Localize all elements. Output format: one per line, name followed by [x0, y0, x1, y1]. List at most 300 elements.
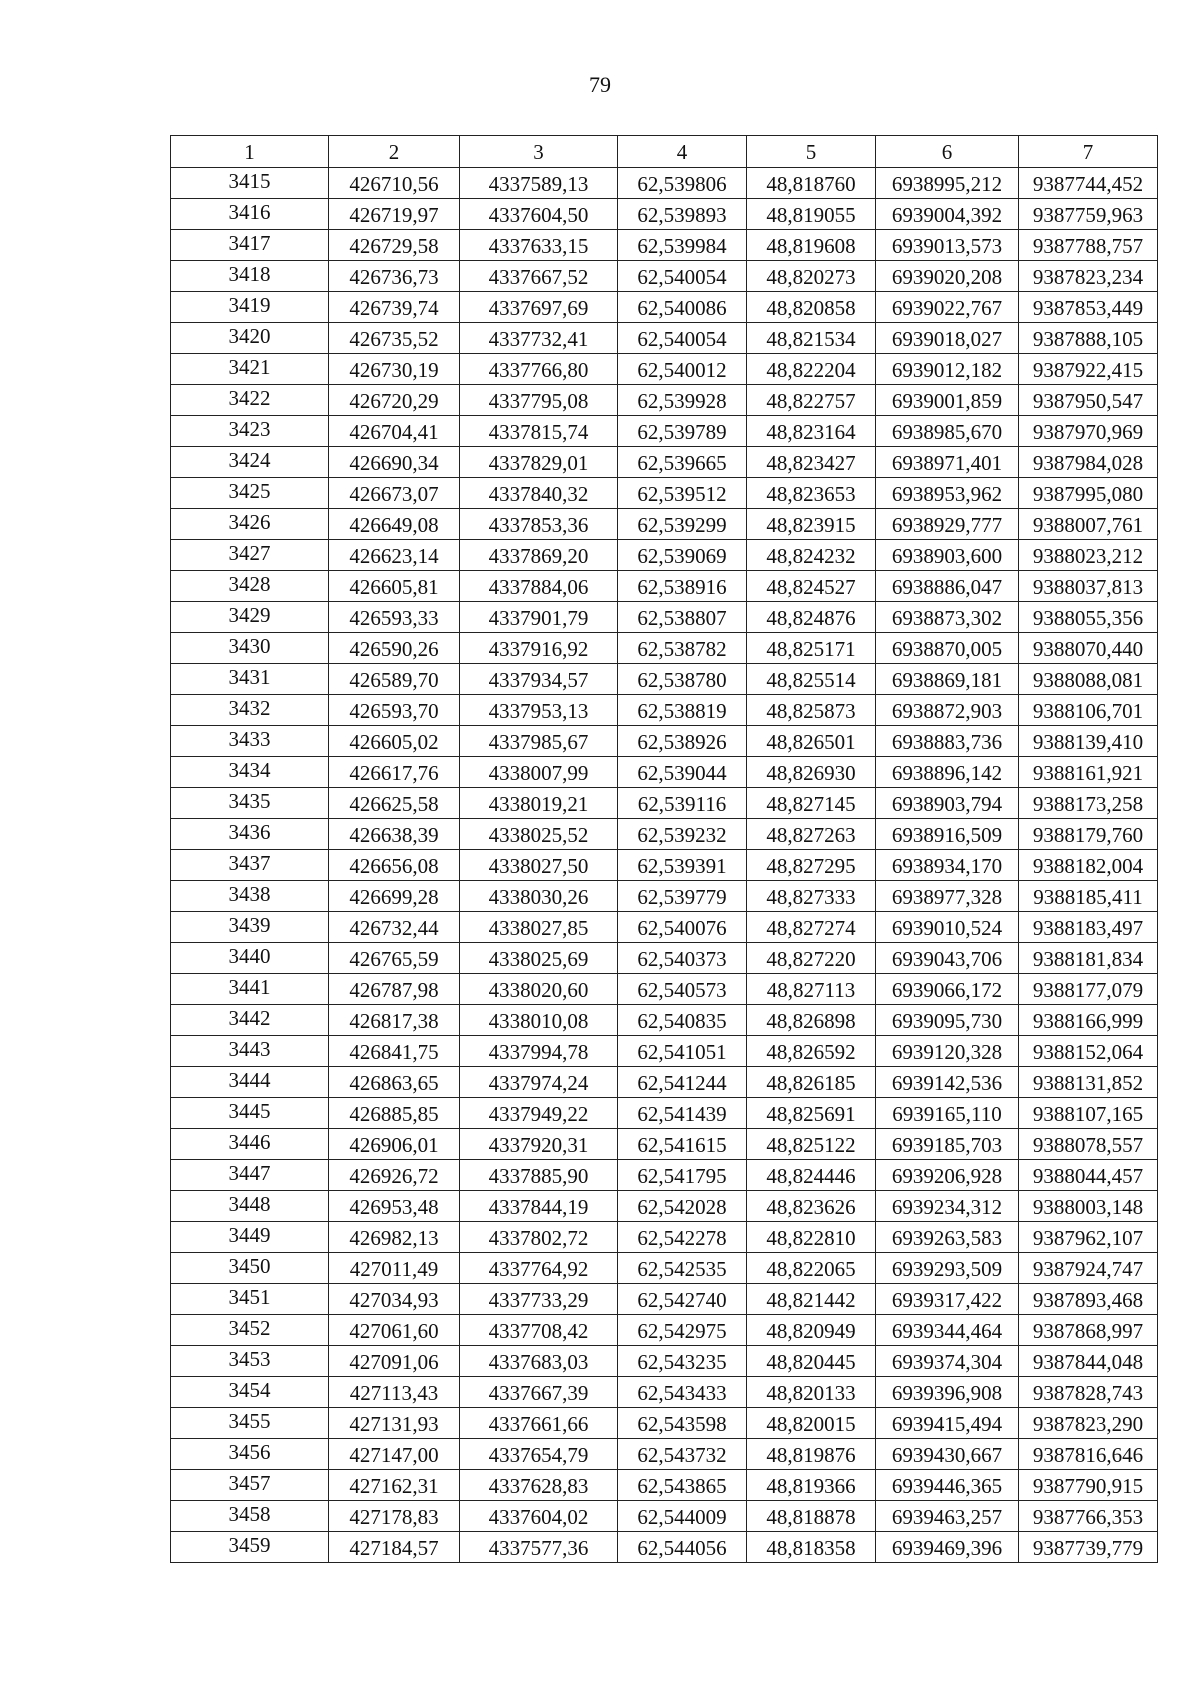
- table-cell: 62,542278: [618, 1222, 747, 1253]
- table-cell: 62,539391: [618, 850, 747, 881]
- table-cell: 3441: [171, 974, 329, 1005]
- table-cell: 6938903,600: [876, 540, 1019, 571]
- table-cell: 4337766,80: [460, 354, 618, 385]
- table-cell: 9387962,107: [1019, 1222, 1158, 1253]
- table-cell: 6939446,365: [876, 1470, 1019, 1501]
- table-row: [171, 323, 1158, 354]
- table-cell: 3427: [171, 540, 329, 571]
- table-cell: 9388181,834: [1019, 943, 1158, 974]
- table-cell: 426617,76: [329, 757, 460, 788]
- table-cell: 62,542535: [618, 1253, 747, 1284]
- table-cell: 48,822065: [747, 1253, 876, 1284]
- table-row: [171, 664, 1158, 695]
- table-cell: 62,538916: [618, 571, 747, 602]
- table-row: [171, 850, 1158, 881]
- table-row: [171, 1222, 1158, 1253]
- table-cell: 426704,41: [329, 416, 460, 447]
- table-row: [171, 416, 1158, 447]
- table-cell: 48,826185: [747, 1067, 876, 1098]
- table-cell: 3444: [171, 1067, 329, 1098]
- table-cell: 62,539665: [618, 447, 747, 478]
- table-row: [171, 695, 1158, 726]
- header-row: [171, 136, 1158, 168]
- table-cell: 6938971,401: [876, 447, 1019, 478]
- table-cell: 426863,65: [329, 1067, 460, 1098]
- table-cell: 9388139,410: [1019, 726, 1158, 757]
- table-cell: 9388037,813: [1019, 571, 1158, 602]
- table-cell: 426690,34: [329, 447, 460, 478]
- table-cell: 4337869,20: [460, 540, 618, 571]
- column-header: 1: [171, 136, 329, 168]
- table-cell: 426590,26: [329, 633, 460, 664]
- table-cell: 3443: [171, 1036, 329, 1067]
- table-cell: 4338007,99: [460, 757, 618, 788]
- table-row: [171, 292, 1158, 323]
- table-cell: 9388107,165: [1019, 1098, 1158, 1129]
- table-cell: 62,541439: [618, 1098, 747, 1129]
- table-cell: 6939004,392: [876, 199, 1019, 230]
- table-cell: 4337604,02: [460, 1501, 618, 1532]
- table-cell: 4337697,69: [460, 292, 618, 323]
- table-cell: 6938869,181: [876, 664, 1019, 695]
- table-cell: 4337683,03: [460, 1346, 618, 1377]
- table-cell: 426817,38: [329, 1005, 460, 1036]
- table-cell: 62,538782: [618, 633, 747, 664]
- table-cell: 48,823653: [747, 478, 876, 509]
- table-cell: 9388131,852: [1019, 1067, 1158, 1098]
- table-cell: 3452: [171, 1315, 329, 1346]
- table-cell: 4337667,52: [460, 261, 618, 292]
- table-cell: 6939430,667: [876, 1439, 1019, 1470]
- table-cell: 6938903,794: [876, 788, 1019, 819]
- table-cell: 48,824876: [747, 602, 876, 633]
- table-cell: 9387868,997: [1019, 1315, 1158, 1346]
- table-cell: 3431: [171, 664, 329, 695]
- table-cell: 4337916,92: [460, 633, 618, 664]
- table-cell: 6939020,208: [876, 261, 1019, 292]
- table-cell: 9387995,080: [1019, 478, 1158, 509]
- table-cell: 9387970,969: [1019, 416, 1158, 447]
- table-cell: 6938896,142: [876, 757, 1019, 788]
- table-cell: 427034,93: [329, 1284, 460, 1315]
- table-cell: 9387984,028: [1019, 447, 1158, 478]
- table-cell: 4337815,74: [460, 416, 618, 447]
- table-cell: 9387739,779: [1019, 1532, 1158, 1563]
- table-cell: 4337589,13: [460, 168, 618, 199]
- table-cell: 9388185,411: [1019, 881, 1158, 912]
- table-cell: 4338027,50: [460, 850, 618, 881]
- table-cell: 3422: [171, 385, 329, 416]
- table-cell: 48,818760: [747, 168, 876, 199]
- table-cell: 4337974,24: [460, 1067, 618, 1098]
- table-row: [171, 726, 1158, 757]
- table-row: [171, 571, 1158, 602]
- table-cell: 4337920,31: [460, 1129, 618, 1160]
- table-cell: 6938872,903: [876, 695, 1019, 726]
- table-cell: 4337953,13: [460, 695, 618, 726]
- table-cell: 3435: [171, 788, 329, 819]
- table-row: [171, 1067, 1158, 1098]
- table-cell: 62,539044: [618, 757, 747, 788]
- table-cell: 3457: [171, 1470, 329, 1501]
- table-cell: 6938883,736: [876, 726, 1019, 757]
- table-cell: 48,820133: [747, 1377, 876, 1408]
- table-cell: 4337577,36: [460, 1532, 618, 1563]
- table-row: [171, 478, 1158, 509]
- table-cell: 3450: [171, 1253, 329, 1284]
- table-cell: 48,819055: [747, 199, 876, 230]
- table-cell: 62,539806: [618, 168, 747, 199]
- table-cell: 4337844,19: [460, 1191, 618, 1222]
- table-cell: 9388023,212: [1019, 540, 1158, 571]
- table-cell: 62,540835: [618, 1005, 747, 1036]
- table-cell: 48,824232: [747, 540, 876, 571]
- table-cell: 3420: [171, 323, 329, 354]
- table-cell: 9388183,497: [1019, 912, 1158, 943]
- column-header: 7: [1019, 136, 1158, 168]
- table-cell: 48,827274: [747, 912, 876, 943]
- table-cell: 4337633,15: [460, 230, 618, 261]
- table-cell: 4337901,79: [460, 602, 618, 633]
- table-cell: 3449: [171, 1222, 329, 1253]
- table-cell: 9387790,915: [1019, 1470, 1158, 1501]
- table-cell: 4337764,92: [460, 1253, 618, 1284]
- table-cell: 62,543598: [618, 1408, 747, 1439]
- table-cell: 3440: [171, 943, 329, 974]
- table-cell: 3421: [171, 354, 329, 385]
- table-cell: 6939317,422: [876, 1284, 1019, 1315]
- table-cell: 9387888,105: [1019, 323, 1158, 354]
- table-cell: 3415: [171, 168, 329, 199]
- table-cell: 6939344,464: [876, 1315, 1019, 1346]
- table-cell: 9388088,081: [1019, 664, 1158, 695]
- table-row: [171, 230, 1158, 261]
- table-cell: 3416: [171, 199, 329, 230]
- table-cell: 6939142,536: [876, 1067, 1019, 1098]
- table-row: [171, 168, 1158, 199]
- table-cell: 4338027,85: [460, 912, 618, 943]
- table-cell: 6939013,573: [876, 230, 1019, 261]
- table-cell: 48,826930: [747, 757, 876, 788]
- table-cell: 426926,72: [329, 1160, 460, 1191]
- table-cell: 3424: [171, 447, 329, 478]
- table-cell: 9387759,963: [1019, 199, 1158, 230]
- table-cell: 9387844,048: [1019, 1346, 1158, 1377]
- table-row: [171, 540, 1158, 571]
- table-cell: 3459: [171, 1532, 329, 1563]
- table-cell: 9388007,761: [1019, 509, 1158, 540]
- table-cell: 9388173,258: [1019, 788, 1158, 819]
- table-cell: 4338019,21: [460, 788, 618, 819]
- table-cell: 48,818878: [747, 1501, 876, 1532]
- table-cell: 48,820445: [747, 1346, 876, 1377]
- table-cell: 6939463,257: [876, 1501, 1019, 1532]
- table-row: [171, 509, 1158, 540]
- table-cell: 4338020,60: [460, 974, 618, 1005]
- table-cell: 426605,81: [329, 571, 460, 602]
- table-row: [171, 1532, 1158, 1563]
- table-cell: 6938995,212: [876, 168, 1019, 199]
- table-cell: 4337661,66: [460, 1408, 618, 1439]
- table-cell: 48,821534: [747, 323, 876, 354]
- column-header: 3: [460, 136, 618, 168]
- table-cell: 62,539069: [618, 540, 747, 571]
- table-row: [171, 447, 1158, 478]
- table-cell: 6938929,777: [876, 509, 1019, 540]
- table-cell: 9388166,999: [1019, 1005, 1158, 1036]
- table-cell: 3436: [171, 819, 329, 850]
- table-cell: 426729,58: [329, 230, 460, 261]
- table-cell: 9387828,743: [1019, 1377, 1158, 1408]
- table-cell: 4337733,29: [460, 1284, 618, 1315]
- table-cell: 6939095,730: [876, 1005, 1019, 1036]
- table-cell: 6938934,170: [876, 850, 1019, 881]
- table-cell: 4337604,50: [460, 199, 618, 230]
- table-cell: 6939165,110: [876, 1098, 1019, 1129]
- table-cell: 48,819608: [747, 230, 876, 261]
- table-row: [171, 1005, 1158, 1036]
- table-cell: 6939012,182: [876, 354, 1019, 385]
- table-cell: 62,538819: [618, 695, 747, 726]
- table-cell: 48,822810: [747, 1222, 876, 1253]
- table-cell: 3453: [171, 1346, 329, 1377]
- table-cell: 48,820273: [747, 261, 876, 292]
- table-cell: 3438: [171, 881, 329, 912]
- table-cell: 62,539893: [618, 199, 747, 230]
- table-cell: 9387766,353: [1019, 1501, 1158, 1532]
- column-header: 4: [618, 136, 747, 168]
- table-cell: 62,541615: [618, 1129, 747, 1160]
- table-cell: 62,539232: [618, 819, 747, 850]
- table-row: [171, 819, 1158, 850]
- table-row: [171, 1036, 1158, 1067]
- table-cell: 6939469,396: [876, 1532, 1019, 1563]
- table-cell: 48,823626: [747, 1191, 876, 1222]
- table-cell: 9388179,760: [1019, 819, 1158, 850]
- table-cell: 426730,19: [329, 354, 460, 385]
- table-cell: 9387816,646: [1019, 1439, 1158, 1470]
- table-cell: 426656,08: [329, 850, 460, 881]
- table-cell: 4337708,42: [460, 1315, 618, 1346]
- table-row: [171, 1253, 1158, 1284]
- table-row: [171, 199, 1158, 230]
- table-cell: 48,822204: [747, 354, 876, 385]
- table-cell: 3451: [171, 1284, 329, 1315]
- table-cell: 4337884,06: [460, 571, 618, 602]
- table-cell: 62,538780: [618, 664, 747, 695]
- table-cell: 9388182,004: [1019, 850, 1158, 881]
- table-row: [171, 788, 1158, 819]
- table-cell: 62,544056: [618, 1532, 747, 1563]
- table-cell: 4337829,01: [460, 447, 618, 478]
- table-cell: 62,539512: [618, 478, 747, 509]
- table-row: [171, 1377, 1158, 1408]
- table-cell: 3433: [171, 726, 329, 757]
- column-header: 2: [329, 136, 460, 168]
- table-cell: 426906,01: [329, 1129, 460, 1160]
- table-cell: 9388044,457: [1019, 1160, 1158, 1191]
- table-cell: 6938953,962: [876, 478, 1019, 509]
- table-cell: 4338010,08: [460, 1005, 618, 1036]
- table-cell: 4337802,72: [460, 1222, 618, 1253]
- table-cell: 48,826501: [747, 726, 876, 757]
- table-cell: 48,821442: [747, 1284, 876, 1315]
- table-cell: 4337795,08: [460, 385, 618, 416]
- page-number: 79: [589, 72, 611, 97]
- table-row: [171, 602, 1158, 633]
- table-cell: 4337994,78: [460, 1036, 618, 1067]
- table-row: [171, 881, 1158, 912]
- table-cell: 3447: [171, 1160, 329, 1191]
- table-cell: 62,540012: [618, 354, 747, 385]
- table-cell: 3426: [171, 509, 329, 540]
- table-cell: 62,541795: [618, 1160, 747, 1191]
- table-cell: 62,539928: [618, 385, 747, 416]
- table-row: [171, 1439, 1158, 1470]
- table-cell: 6939022,767: [876, 292, 1019, 323]
- table-cell: 4338025,69: [460, 943, 618, 974]
- table-cell: 427091,06: [329, 1346, 460, 1377]
- table-cell: 6939066,172: [876, 974, 1019, 1005]
- table-cell: 426710,56: [329, 168, 460, 199]
- table-cell: 48,820949: [747, 1315, 876, 1346]
- table-cell: 4337628,83: [460, 1470, 618, 1501]
- table-cell: 3423: [171, 416, 329, 447]
- table-cell: 427113,43: [329, 1377, 460, 1408]
- table-cell: 3437: [171, 850, 329, 881]
- table-cell: 4337853,36: [460, 509, 618, 540]
- table-cell: 426841,75: [329, 1036, 460, 1067]
- table-cell: 426885,85: [329, 1098, 460, 1129]
- table-cell: 9387853,449: [1019, 292, 1158, 323]
- table-cell: 62,542028: [618, 1191, 747, 1222]
- table-cell: 62,541244: [618, 1067, 747, 1098]
- table-cell: 48,823915: [747, 509, 876, 540]
- table-cell: 6939263,583: [876, 1222, 1019, 1253]
- table-cell: 3417: [171, 230, 329, 261]
- table-cell: 62,541051: [618, 1036, 747, 1067]
- table-cell: 48,825691: [747, 1098, 876, 1129]
- table-cell: 3429: [171, 602, 329, 633]
- table-row: [171, 1315, 1158, 1346]
- table-cell: 6939374,304: [876, 1346, 1019, 1377]
- table-cell: 9387744,452: [1019, 168, 1158, 199]
- table-cell: 3454: [171, 1377, 329, 1408]
- table-cell: 48,823427: [747, 447, 876, 478]
- table-cell: 9388177,079: [1019, 974, 1158, 1005]
- table-cell: 3425: [171, 478, 329, 509]
- table-cell: 48,820858: [747, 292, 876, 323]
- table-cell: 48,827263: [747, 819, 876, 850]
- table-cell: 48,820015: [747, 1408, 876, 1439]
- table-cell: 3455: [171, 1408, 329, 1439]
- table-cell: 9388152,064: [1019, 1036, 1158, 1067]
- table-cell: 426739,74: [329, 292, 460, 323]
- table-cell: 48,827333: [747, 881, 876, 912]
- table-cell: 6938985,670: [876, 416, 1019, 447]
- table-row: [171, 1346, 1158, 1377]
- table-cell: 3430: [171, 633, 329, 664]
- table-cell: 4337840,32: [460, 478, 618, 509]
- table-row: [171, 1098, 1158, 1129]
- table-cell: 9388003,148: [1019, 1191, 1158, 1222]
- table-cell: 62,539789: [618, 416, 747, 447]
- table-row: [171, 943, 1158, 974]
- table-row: [171, 757, 1158, 788]
- table-cell: 426625,58: [329, 788, 460, 819]
- table-cell: 62,539116: [618, 788, 747, 819]
- table-row: [171, 354, 1158, 385]
- table-cell: 4337654,79: [460, 1439, 618, 1470]
- table-cell: 6939293,509: [876, 1253, 1019, 1284]
- table-row: [171, 385, 1158, 416]
- table-cell: 3439: [171, 912, 329, 943]
- table-cell: 9387950,547: [1019, 385, 1158, 416]
- table-cell: 9388070,440: [1019, 633, 1158, 664]
- coordinates-table: [170, 135, 1158, 1563]
- table-cell: 426787,98: [329, 974, 460, 1005]
- table-cell: 427184,57: [329, 1532, 460, 1563]
- table-cell: 426719,97: [329, 199, 460, 230]
- table-cell: 4337732,41: [460, 323, 618, 354]
- table-cell: 426649,08: [329, 509, 460, 540]
- table-cell: 4337949,22: [460, 1098, 618, 1129]
- table-row: [171, 1160, 1158, 1191]
- table-cell: 426720,29: [329, 385, 460, 416]
- table-cell: 48,827145: [747, 788, 876, 819]
- table-cell: 426623,14: [329, 540, 460, 571]
- table-cell: 48,825873: [747, 695, 876, 726]
- table-cell: 427131,93: [329, 1408, 460, 1439]
- table-cell: 48,824446: [747, 1160, 876, 1191]
- table-cell: 6939010,524: [876, 912, 1019, 943]
- table-cell: 9387924,747: [1019, 1253, 1158, 1284]
- table-cell: 62,542740: [618, 1284, 747, 1315]
- table-cell: 62,540373: [618, 943, 747, 974]
- table-cell: 426589,70: [329, 664, 460, 695]
- table-cell: 9388055,356: [1019, 602, 1158, 633]
- column-header: 5: [747, 136, 876, 168]
- table-cell: 426953,48: [329, 1191, 460, 1222]
- table-cell: 427011,49: [329, 1253, 460, 1284]
- table-cell: 6938977,328: [876, 881, 1019, 912]
- table-cell: 427178,83: [329, 1501, 460, 1532]
- table-cell: 3442: [171, 1005, 329, 1036]
- table-cell: 426699,28: [329, 881, 460, 912]
- table-cell: 48,824527: [747, 571, 876, 602]
- table-row: [171, 912, 1158, 943]
- table-cell: 48,823164: [747, 416, 876, 447]
- table-cell: 62,543433: [618, 1377, 747, 1408]
- table-cell: 48,827295: [747, 850, 876, 881]
- table-cell: 427147,00: [329, 1439, 460, 1470]
- table-cell: 6938870,005: [876, 633, 1019, 664]
- table-row: [171, 1470, 1158, 1501]
- table-cell: 62,540086: [618, 292, 747, 323]
- table-cell: 62,543235: [618, 1346, 747, 1377]
- table-cell: 6939206,928: [876, 1160, 1019, 1191]
- table-cell: 6939001,859: [876, 385, 1019, 416]
- table-cell: 48,826592: [747, 1036, 876, 1067]
- table-cell: 9388106,701: [1019, 695, 1158, 726]
- table-row: [171, 1191, 1158, 1222]
- table-cell: 48,827113: [747, 974, 876, 1005]
- table-cell: 6939018,027: [876, 323, 1019, 354]
- table-cell: 62,539984: [618, 230, 747, 261]
- table-cell: 48,826898: [747, 1005, 876, 1036]
- table-cell: 3434: [171, 757, 329, 788]
- table-row: [171, 261, 1158, 292]
